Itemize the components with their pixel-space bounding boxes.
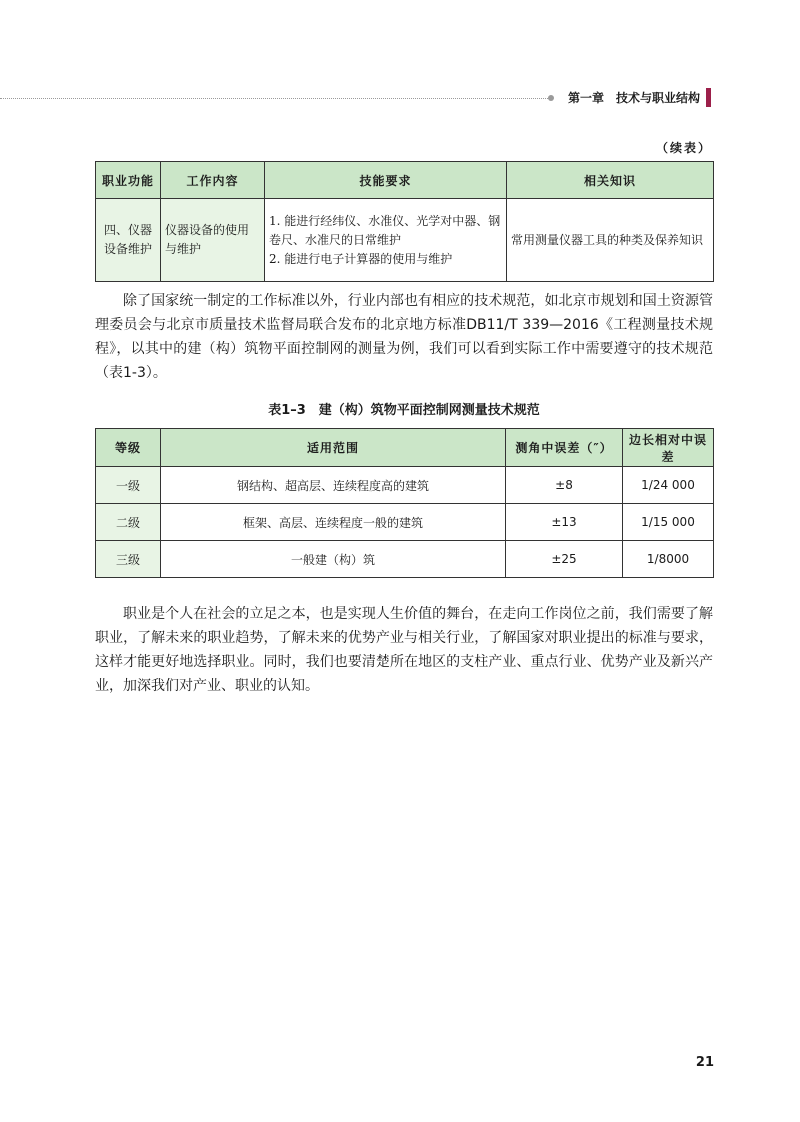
- table-caption: 表1–3 建（构）筑物平面控制网测量技术规范: [268, 403, 540, 418]
- angle-error-cell: ±13: [506, 504, 623, 541]
- requirement-cell: [265, 199, 507, 282]
- grade-cell: 三级: [96, 541, 161, 578]
- table-row: [96, 541, 714, 578]
- column-header: 测角中误差（″）: [506, 429, 623, 467]
- column-header: 适用范围: [161, 429, 506, 467]
- column-header: 等级: [96, 429, 161, 467]
- body-paragraph: 除了国家统一制定的工作标准以外，行业内部也有相应的技术规范，如北京市规划和国土资源管理委员会与北京市质量技术监督局联合发布的北京地方标准DB11/T 339—2016《工程测量技术规程》，以其中的建（构）筑物平面控制网的测量为例，我们可以看到实际工作中需要遵守的技术规范（表1-3）。: [95, 293, 713, 381]
- function-cell: 四、仪器设备维护: [96, 199, 161, 282]
- header-accent-bar: [706, 88, 711, 107]
- table-row: [96, 467, 714, 504]
- side-error-cell: 1/24 000: [623, 467, 714, 504]
- scope-cell: 框架、高层、连续程度一般的建筑: [161, 504, 506, 541]
- column-header: 边长相对中误差: [623, 429, 714, 467]
- running-header: [568, 89, 700, 107]
- page-number: 21: [695, 1055, 714, 1070]
- content-cell: 仪器设备的使用与维护: [161, 199, 265, 282]
- side-error-cell: 1/8000: [623, 541, 714, 578]
- table-header-row: [96, 429, 714, 467]
- requirement-item: 2. 能进行电子计算器的使用与维护: [269, 251, 453, 266]
- chapter-title: 技术与职业结构: [616, 91, 701, 105]
- header-dot: [548, 95, 554, 101]
- header-rule: [0, 98, 552, 99]
- angle-error-cell: ±25: [506, 541, 623, 578]
- requirement-item: 1. 能进行经纬仪、水准仪、光学对中器、钢卷尺、水准尺的日常维护: [269, 213, 501, 247]
- column-header: 技能要求: [265, 162, 507, 199]
- column-header: 相关知识: [507, 162, 714, 199]
- scope-cell: 一般建（构）筑: [161, 541, 506, 578]
- column-header: 工作内容: [161, 162, 265, 199]
- column-header: 职业功能: [96, 162, 161, 199]
- side-error-cell: 1/15 000: [623, 504, 714, 541]
- knowledge-cell: 常用测量仪器工具的种类及保养知识: [507, 199, 714, 282]
- body-paragraph: 职业是个人在社会的立足之本，也是实现人生价值的舞台，在走向工作岗位之前，我们需要了解职业，了解未来的职业趋势，了解未来的优势产业与相关行业，了解国家对职业提出的标准与要求，这样才能更好地选择职业。同时，我们也要清楚所在地区的支柱产业、重点行业、优势产业及新兴产业，加深我们对产业、职业的认知。: [95, 606, 713, 694]
- table-row: [96, 504, 714, 541]
- table-header-row: [96, 162, 714, 199]
- skills-table: [95, 161, 714, 282]
- grade-cell: 二级: [96, 504, 161, 541]
- angle-error-cell: ±8: [506, 467, 623, 504]
- table-row: [96, 199, 714, 282]
- scope-cell: 钢结构、超高层、连续程度高的建筑: [161, 467, 506, 504]
- chapter-label: 第一章: [568, 91, 605, 105]
- grade-cell: 一级: [96, 467, 161, 504]
- continued-label: （续表）: [655, 141, 712, 155]
- technical-spec-table: [95, 428, 714, 578]
